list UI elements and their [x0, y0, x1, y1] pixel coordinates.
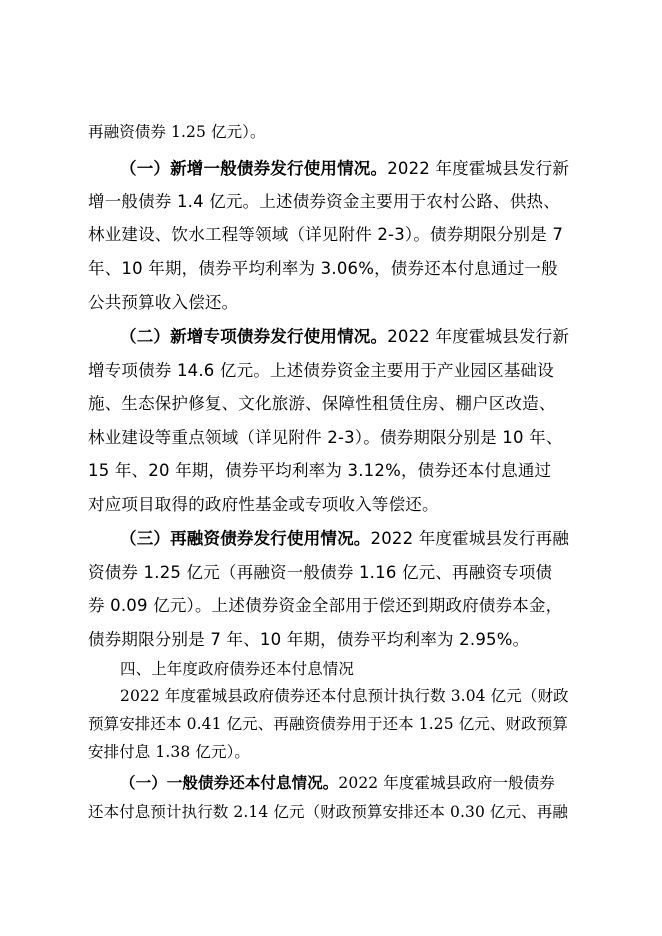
- text-line: [120, 155, 569, 179]
- section-heading-new-general-bonds: （一）新增一般债券发行使用情况。: [120, 159, 388, 178]
- text-line: 2022 年度霍城县政府债券还本付息预计执行数 3.04 亿元（财政: [120, 687, 569, 705]
- text-line: 还本付息预计执行数 2.14 亿元（财政预算安排还本 0.30 亿元、再融: [88, 803, 568, 821]
- text-line: 林业建设等重点领域（详见附件 2-3）。债券期限分别是 10 年、: [88, 428, 563, 447]
- text-line: 增专项债券 14.6 亿元。上述债券资金主要用于产业园区基础设: [88, 361, 554, 380]
- text-line: 年、10 年期，债券平均利率为 3.06%，债券还本付息通过一般: [88, 259, 558, 278]
- text-line: 再融资债券 1.25 亿元）。: [88, 123, 266, 141]
- text-run: 2022 年度霍城县政府一般债券: [338, 774, 555, 792]
- text-line: 券 0.09 亿元）。上述债券资金全部用于偿还到期政府债券本金，: [88, 596, 563, 615]
- text-line: 对应项目取得的政府性基金或专项收入等偿还。: [88, 495, 439, 514]
- text-line: 公共预算收入偿还。: [88, 293, 239, 312]
- text-line: 安排付息 1.38 亿元）。: [88, 743, 251, 761]
- text-line: 施、生态保护修复、文化旅游、保障性租赁住房、棚户区改造、: [88, 394, 556, 413]
- section-heading-repayment: 四、上年度政府债券还本付息情况: [120, 660, 355, 678]
- text-run: 2022 年度霍城县发行新: [387, 327, 570, 346]
- section-heading-new-special-bonds: （二）新增专项债券发行使用情况。: [120, 327, 388, 346]
- text-line: [120, 323, 569, 347]
- text-run: 2022 年度霍城县发行新: [387, 159, 570, 178]
- text-line: [120, 525, 569, 549]
- text-line: 林业建设、饮水工程等领域（详见附件 2-3）。债券期限分别是 7: [88, 225, 564, 244]
- text-line: 预算安排还本 0.41 亿元、再融资债券用于还本 1.25 亿元、财政预算: [88, 715, 568, 733]
- text-line: [120, 771, 555, 793]
- text-line: 增一般债券 1.4 亿元。上述债券资金主要用于农村公路、供热、: [88, 192, 560, 211]
- section-heading-general-repayment: （一）一般债券还本付息情况。: [120, 773, 339, 792]
- text-run: 2022 年度霍城县发行再融: [370, 529, 570, 548]
- section-heading-refinancing-bonds: （三）再融资债券发行使用情况。: [120, 529, 371, 548]
- text-line: 资债券 1.25 亿元（再融资一般债券 1.16 亿元、再融资专项债: [88, 563, 553, 582]
- text-line: 债券期限分别是 7 年、10 年期，债券平均利率为 2.95%。: [88, 630, 530, 649]
- text-line: 15 年、20 年期，债券平均利率为 3.12%，债券还本付息通过: [88, 461, 552, 480]
